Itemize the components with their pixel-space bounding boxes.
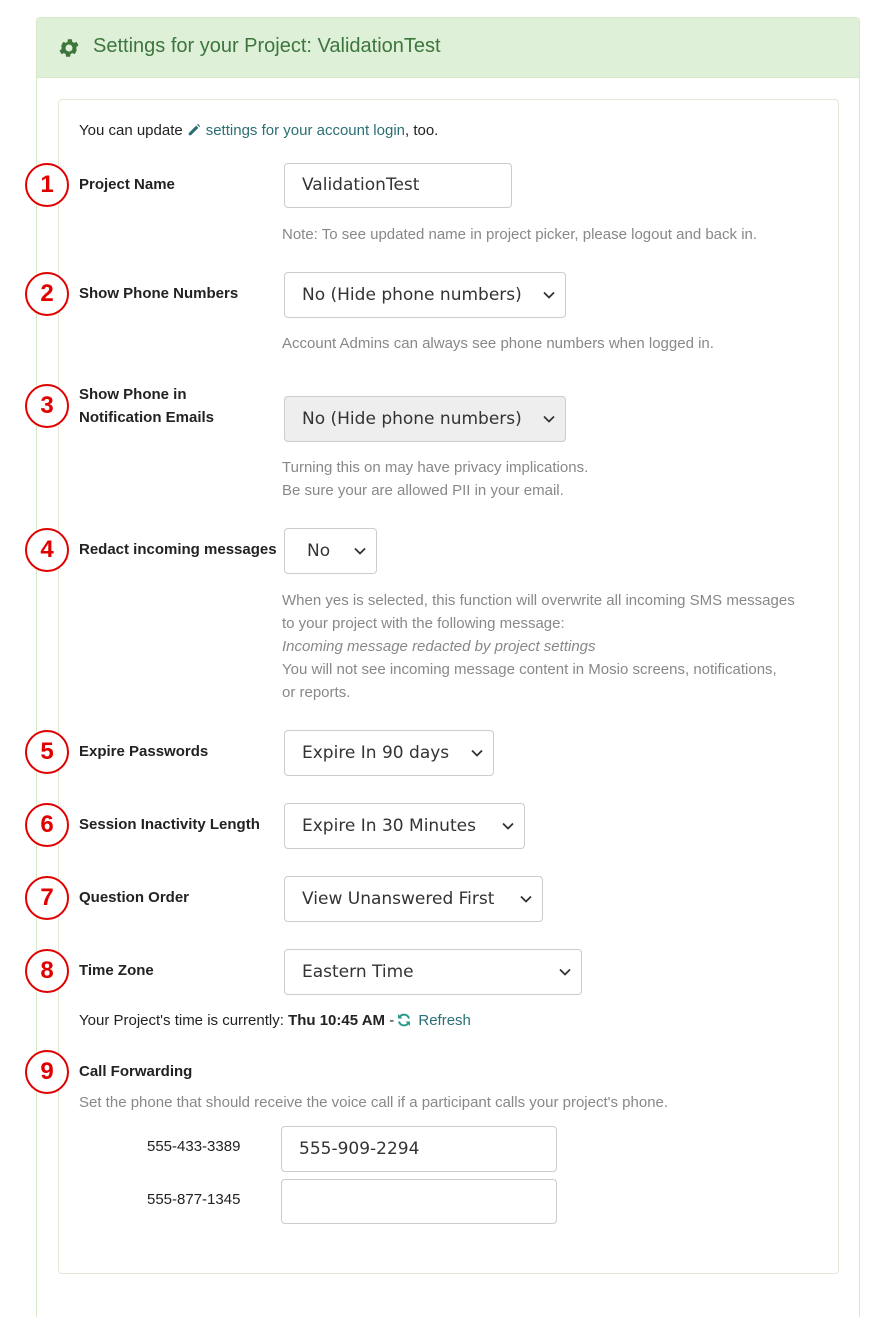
pencil-icon: [186, 123, 202, 137]
annotation-badge-7: 7: [25, 876, 69, 920]
expire-passwords-value: Expire In 90 days: [302, 743, 450, 763]
account-settings-link[interactable]: settings for your account login: [205, 122, 405, 139]
intro-prefix: You can update: [79, 122, 183, 139]
redact-value: No: [307, 541, 331, 561]
project-name-label: Project Name: [79, 176, 175, 193]
annotation-badge-8: 8: [25, 949, 69, 993]
redact-help-line1: When yes is selected, this function will overwrite all incoming SMS messages: [282, 592, 795, 609]
page-title: Settings for your Project: ValidationTest: [93, 35, 441, 57]
question-order-label: Question Order: [79, 889, 190, 906]
project-name-help: Note: To see updated name in project picker, please logout and back in.: [282, 226, 758, 243]
show-phone-numbers-select[interactable]: [284, 272, 566, 318]
project-time-separator: -: [389, 1012, 395, 1029]
question-order-select[interactable]: [284, 876, 543, 922]
annotation-badge-4: 4: [25, 528, 69, 572]
time-zone-value: Eastern Time: [302, 962, 414, 982]
show-phone-numbers-value: No (Hide phone numbers): [302, 285, 522, 305]
forward-to-input[interactable]: [281, 1179, 557, 1224]
intro-suffix: , too.: [405, 122, 439, 139]
show-phone-emails-value: No (Hide phone numbers): [302, 409, 522, 429]
annotation-badge-6: 6: [25, 803, 69, 847]
call-forwarding-help: Set the phone that should receive the voice call if a participant calls your project's phone.: [79, 1094, 669, 1111]
project-phone-number: 555-877-1345: [147, 1191, 241, 1208]
time-zone-label: Time Zone: [79, 962, 154, 979]
chevron-down-icon: [502, 822, 514, 830]
session-inactivity-value: Expire In 30 Minutes: [302, 816, 476, 836]
annotation-badge-2: 2: [25, 272, 69, 316]
chevron-down-icon: [559, 968, 571, 976]
show-phone-emails-help-line2: Be sure your are allowed PII in your email.: [282, 482, 564, 499]
time-zone-select[interactable]: [284, 949, 582, 995]
chevron-down-icon: [543, 415, 555, 423]
redact-help-line5: or reports.: [282, 684, 351, 701]
show-phone-emails-label-line2: Notification Emails: [79, 409, 215, 426]
session-inactivity-select[interactable]: [284, 803, 525, 849]
chevron-down-icon: [520, 895, 532, 903]
gear-icon: [57, 36, 81, 60]
redact-help-line4: You will not see incoming message content in Mosio screens, notifications,: [282, 661, 777, 678]
show-phone-numbers-label: Show Phone Numbers: [79, 285, 239, 302]
intro-text: [79, 122, 438, 139]
panel-heading: [37, 18, 859, 78]
annotation-badge-5: 5: [25, 730, 69, 774]
show-phone-numbers-help: Account Admins can always see phone numbers when logged in.: [282, 335, 714, 352]
show-phone-emails-label-line1: Show Phone in: [79, 386, 187, 403]
chevron-down-icon: [543, 291, 555, 299]
project-time-line: [79, 1012, 471, 1029]
chevron-down-icon: [471, 749, 483, 757]
session-inactivity-label: Session Inactivity Length: [79, 816, 260, 833]
annotation-badge-3: 3: [25, 384, 69, 428]
show-phone-emails-select: [284, 396, 566, 442]
show-phone-emails-help-line1: Turning this on may have privacy implications.: [282, 459, 589, 476]
project-phone-number: 555-433-3389: [147, 1138, 241, 1155]
forward-to-input[interactable]: 555-909-2294: [281, 1126, 557, 1172]
annotation-badge-1: 1: [25, 163, 69, 207]
question-order-value: View Unanswered First: [302, 889, 495, 909]
chevron-down-icon: [354, 547, 366, 555]
refresh-link[interactable]: Refresh: [418, 1012, 471, 1029]
expire-passwords-select[interactable]: [284, 730, 494, 776]
call-forwarding-label: Call Forwarding: [79, 1063, 193, 1080]
redact-label: Redact incoming messages: [79, 541, 277, 558]
project-time-value: Thu 10:45 AM: [288, 1012, 386, 1029]
project-time-prefix: Your Project's time is currently:: [79, 1012, 284, 1029]
redact-help-line2: to your project with the following message:: [282, 615, 565, 632]
redact-select[interactable]: [284, 528, 377, 574]
refresh-icon[interactable]: [396, 1012, 412, 1028]
project-name-input[interactable]: ValidationTest: [284, 163, 512, 208]
redact-help-italic: Incoming message redacted by project settings: [282, 638, 596, 655]
expire-passwords-label: Expire Passwords: [79, 743, 209, 760]
annotation-badge-9: 9: [25, 1050, 69, 1094]
